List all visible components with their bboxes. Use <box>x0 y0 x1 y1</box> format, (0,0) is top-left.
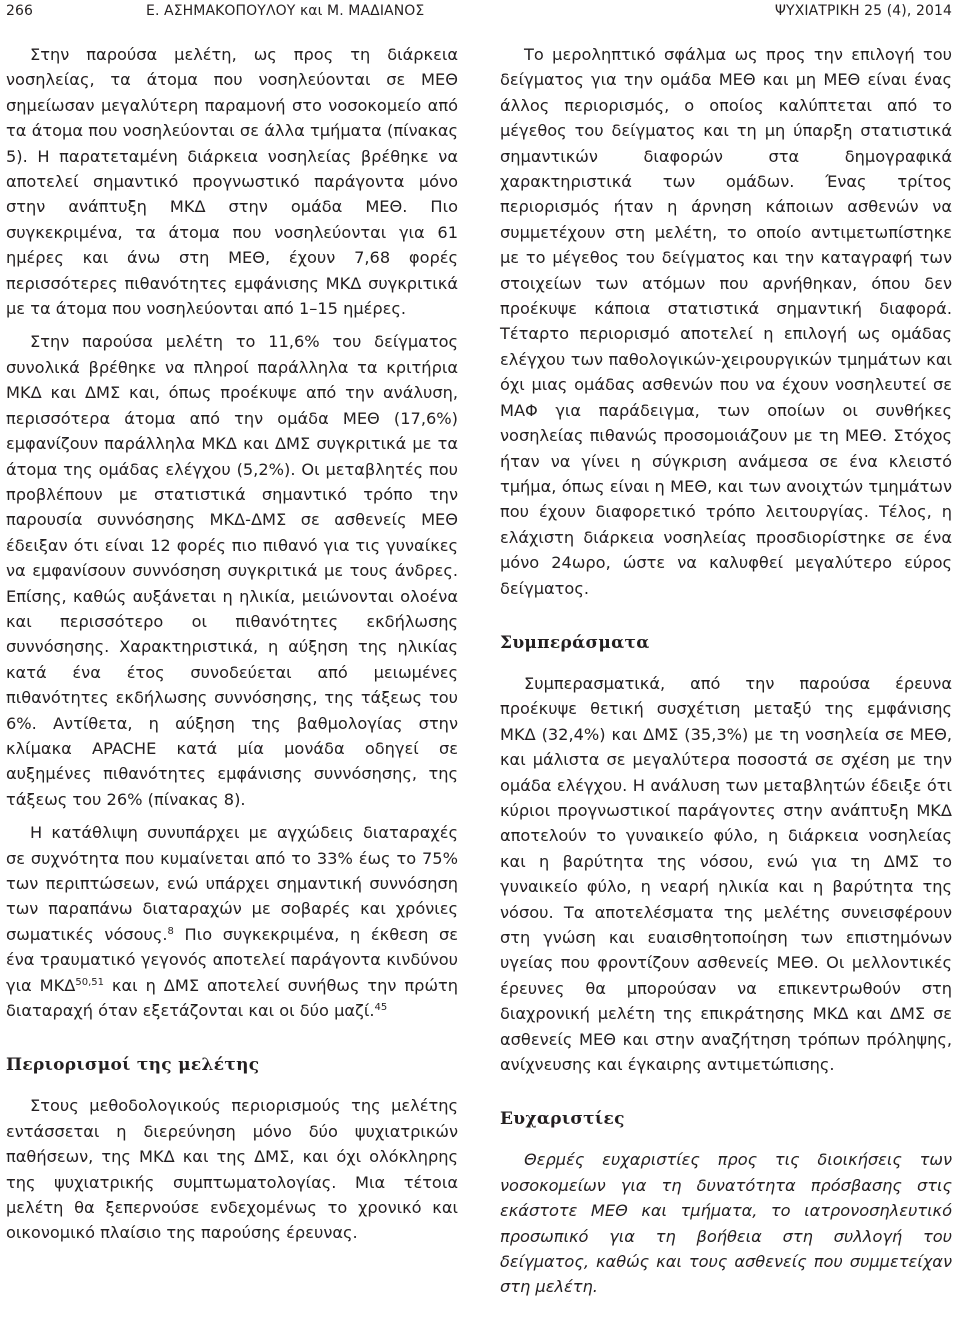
paragraph-text: Η κατάθλιψη συνυπάρχει με αγχώδεις διαταραχές σε συχνότητα που κυμαίνεται από το 33% έως το 75% των περιπτώσεων, ενώ υπάρχει σημαντική συννόσηση των παραπάνω διαταραχών με σοβαρές και χρόνιες σωματικές νόσους. <box>6 823 458 944</box>
paragraph-text: Πιο συγκεκριμένα, η έκθεση σε ένα τραυματικό γεγονός αποτελεί παράγοντα κινδύνου για ΜΚΔ <box>6 924 458 995</box>
citation-ref: 50,51 <box>75 976 104 988</box>
section-heading-conclusions: Συμπεράσματα <box>500 632 650 653</box>
paragraph-acknowledgements: Θερμές ευχαριστίες προς τις διοικήσεις των νοσοκομείων για τη δυνατότητα πρόσβασης στις εκάστοτε ΜΕΘ και τμήματα, το ιατρονοσηλευτικό προσωπικό για τη βοήθεια στη συλλογή του δείγματος, καθώς και τους ασθενείς που συμμετείχαν στη μελέτη. <box>500 1150 952 1297</box>
right-column <box>500 42 952 1300</box>
paragraph-limitations-continued: Το μεροληπτικό σφάλμα ως προς την επιλογή του δείγματος για την ομάδα ΜΕΘ και μη ΜΕΘ είναι ένας άλλος περιορισμός, ο οποίος καλύπτεται από το μέγεθος του δείγματος και τη μη ύπαρξη στατιστικά σημαντικών διαφορών στα δημογραφικά χαρακτηριστικά των ομάδων. Ένας τρίτος περιορισμός ήταν η άρνηση κάποιων ασθενών να συμμετέχουν στη μελέτη, το οποίο αντιμετωπίστηκε με το μέγεθος του δείγματος και την καταγραφή των στοιχείων των ατόμων που αρνήθηκαν, όπου δεν προέκυψε κάποια στατιστικά σημαντική διαφορά. Τέταρτο περιορισμό αποτελεί η επιλογή ως ομάδας ελέγχου των παθολογικών-χειρουργικών τμημάτων και όχι μιας ομάδας ασθενών που να έχουν νοσηλευτεί σε ΜΑΦ για παράδειγμα, των οποίων οι συνθήκες νοσηλείας πιθανώς προσομοιάζουν με τη ΜΕΘ. Στόχος ήταν να γίνει η σύγκριση ανάμεσα σε ένα κλειστό τμήμα, όπως είναι η ΜΕΘ, και των ανοιχτών τμημάτων που έχουν διαφορετικό τρόπο λειτουργίας. Τέλος, η ελάχιστη διάρκεια νοσηλείας προσδιορίστηκε σε ένα μόνο 24ωρο, ώστε να καλυφθεί μεγαλύτερο εύρος δείγματος. <box>500 45 952 598</box>
citation-ref: 8 <box>167 925 174 937</box>
paragraph-limitations: Στους μεθοδολογικούς περιορισμούς της μελέτης εντάσσεται η διερεύνηση μόνο δύο ψυχιατρικών παθήσεων, της ΜΚΔ και της ΔΜΣ, και όχι ολόκληρης της ψυχιατρικής συμπτωματολογίας. Μια τέτοια μελέτη θα ξεπερνούσε ενδεχομένως το χρονικό και οικονομικό πλαίσιο της παρούσης έρευνας. <box>6 1096 458 1243</box>
paragraph-length-of-stay: Στην παρούσα μελέτη, ως προς τη διάρκεια νοσηλείας, τα άτομα που νοσηλεύονται σε ΜΕΘ σημείωσαν μεγαλύτερη παραμονή στο νοσοκομείο από τα άτομα που νοσηλεύονται σε άλλα τμήματα (πίνακας 5). Η παρατεταμένη διάρκεια νοσηλείας βρέθηκε να αποτελεί σημαντικό προγνωστικό παράγοντα μόνο στην ανάπτυξη ΜΚΔ στην ομάδα ΜΕΘ. Πιο συγκεκριμένα, τα άτομα που νοσηλεύονται για 61 ημέρες και άνω στη ΜΕΘ, έχουν 7,68 φορές περισσότερες πιθανότητες εμφάνισης ΜΚΔ συγκριτικά με τα άτομα που νοσηλεύονται από 1–15 ημέρες. <box>6 45 458 319</box>
section-heading-limitations: Περιορισμοί της μελέτης <box>6 1055 260 1076</box>
paragraph-conclusions: Συμπερασματικά, από την παρούσα έρευνα προέκυψε θετική συσχέτιση μεταξύ της εμφάνισης ΜΚΔ (32,4%) και ΔΜΣ (35,3%) με τη νοσηλεία σε ΜΕΘ, και μάλιστα σε μεγαλύτερα ποσοστά σε σχέση με την ομάδα ελέγχου. Η ανάλυση των μεταβλητών έδειξε ότι κύριοι προγνωστικοί παράγοντες στην ανάπτυξη ΜΚΔ αποτελούν το γυναικείο φύλο, η διάρκεια νοσηλείας και η βαρύτητα της νόσου, ενώ για τη ΔΜΣ το γυναικείο φύλο, η νεαρή ηλικία και η βαρύτητα της νόσου. Τα αποτελέσματα της μελέτης συνεισφέρουν στη γνώση και ευαισθητοποίηση των επιστημόνων υγείας που φροντίζουν ασθενείς ΜΕΘ. Οι μελλοντικές έρευνες θα μπορούσαν να επικεντρωθούν στη διαχρονική μελέτη της επικράτησης ΜΚΔ και ΔΜΣ σε ασθενείς ΜΕΘ και στην αναζήτηση τρόπων πρόληψης, ανίχνευσης και έγκαιρης αντιμετώπισης. <box>500 673 952 1075</box>
paragraph-text: και η ΔΜΣ αποτελεί συνήθως την πρώτη διαταραχή όταν εξετάζονται και οι δύο μαζί. <box>6 975 459 1021</box>
paragraph-depression-anxiety <box>6 820 458 1023</box>
left-column <box>6 42 458 1246</box>
running-head <box>0 0 960 22</box>
running-head-authors: Ε. ΑΣΗΜΑΚΟΠΟΥΛΟΥ και Μ. ΜΑΔΙΑΝΟΣ <box>146 3 425 19</box>
section-heading-acknowledgements: Ευχαριστίες <box>500 1109 625 1130</box>
citation-ref: 45 <box>374 1002 388 1014</box>
paragraph-comorbidity: Στην παρούσα μελέτη το 11,6% του δείγματος συνολικά βρέθηκε να πληροί παράλληλα τα κριτήρια ΜΚΔ και ΔΜΣ και, όπως προέκυψε από την ανάλυση, περισσότερα άτομα από την ομάδα ΜΕΘ (17,6%) εμφανίζουν παράλληλα ΜΚΔ και ΔΜΣ συγκριτικά με τα άτομα της ομάδας ελέγχου (5,2%). Οι μεταβλητές που προβλέπουν με στατιστικά σημαντικό τρόπο την παρουσία συννόσησης ΜΚΔ-ΔΜΣ σε ασθενείς ΜΕΘ έδειξαν ότι είναι 12 φορές πιο πιθανό για τις γυναίκες να εμφανίσουν συννόσηση συγκριτικά με τους άνδρες. Επίσης, καθώς αυξάνεται η ηλικία, μειώνονται ολοένα και περισσότερο οι πιθανότητες εκδήλωσης συννόσησης. Χαρακτηριστικά, η αύξηση της ηλικίας κατά ένα έτος συνοδεύεται από μειωμένες πιθανότητες εκδήλωσης συννόσησης, της τάξεως του 6%. Αντίθετα, η αύξηση της βαθμολογίας στην κλίμακα APACHE κατά μία μονάδα οδηγεί σε αυξημένες πιθανότητες εμφάνισης συννόσησης, της τάξεως του 26% (πίνακας 8). <box>6 332 458 809</box>
page-number: 266 <box>6 3 34 19</box>
running-head-journal: ΨΥΧΙΑΤΡΙΚΗ 25 (4), 2014 <box>774 3 952 19</box>
